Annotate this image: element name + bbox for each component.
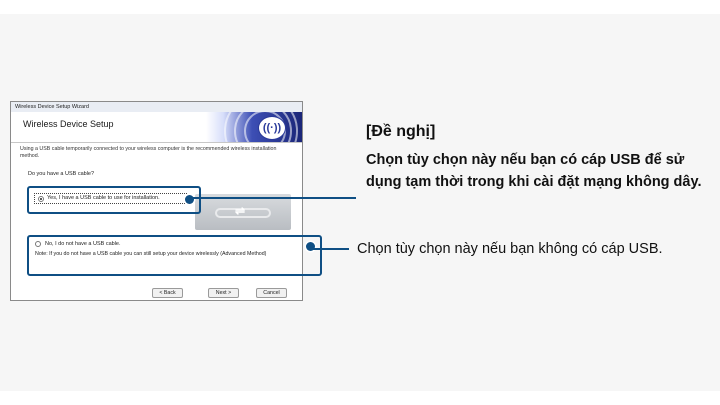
- dialog-header: [11, 112, 302, 143]
- recommended-body: Chọn tùy chọn này nếu bạn có cáp USB để sử dụng tạm thời trong khi cài đặt mạng không dây.: [366, 152, 702, 190]
- radio-unchecked-icon[interactable]: [35, 241, 41, 247]
- back-button[interactable]: < Back: [152, 288, 183, 298]
- connector-line-no: [313, 248, 349, 250]
- usb-cable-image: [195, 194, 291, 230]
- option-no-highlight: [27, 235, 322, 276]
- cancel-button[interactable]: Cancel: [256, 288, 287, 298]
- option-no-note: Note: If you do not have a USB cable you can still setup your device wirelessly (Advanced Method): [35, 251, 267, 257]
- header-title: Wireless Device Setup: [23, 119, 114, 129]
- usb-icon: ⇌: [235, 204, 246, 218]
- connector-line-yes: [190, 197, 356, 199]
- option-yes-radio[interactable]: [34, 193, 187, 204]
- header-banner: [206, 112, 302, 142]
- description-text: Using a USB cable temporarily connected to your wireless computer is the recommended wireless installation method.: [20, 146, 277, 159]
- recommended-title: [Đề nghị]: [366, 123, 436, 140]
- option-yes-highlight: [27, 186, 201, 214]
- question-text: Do you have a USB cable?: [28, 171, 95, 177]
- wireless-logo-icon: ((·)): [258, 116, 286, 140]
- option-yes-label: Yes, I have a USB cable to use for installation.: [47, 195, 160, 201]
- next-button[interactable]: Next >: [208, 288, 239, 298]
- setup-dialog: [10, 101, 303, 301]
- window-title: Wireless Device Setup Wizard: [11, 102, 302, 113]
- option-no-label[interactable]: No, I do not have a USB cable.: [45, 241, 121, 247]
- radio-checked-icon[interactable]: [38, 196, 44, 202]
- no-cable-text: Chọn tùy chọn này nếu bạn không có cáp USB.: [357, 241, 663, 257]
